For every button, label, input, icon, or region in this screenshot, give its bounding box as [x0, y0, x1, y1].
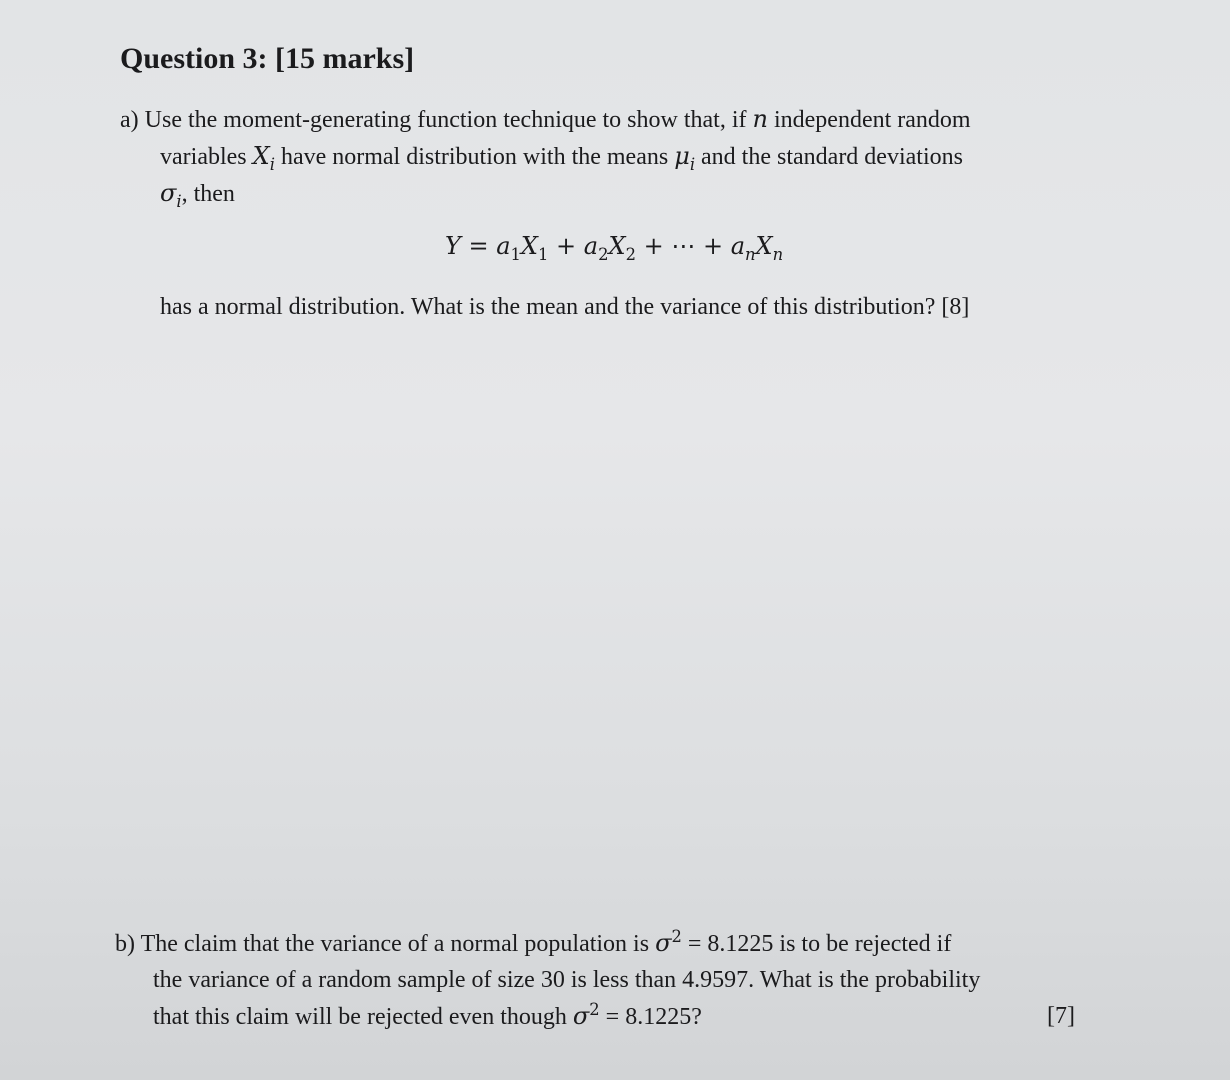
part-a — [120, 101, 1090, 212]
part-a-line-2: variables $X_i$ have normal distribution with the means $\mu_i$ and the standard deviations — [160, 142, 963, 174]
var-sigma-squared-2: $\sigma^2$ — [572, 1000, 600, 1030]
part-b-marks: [7] — [1047, 1003, 1075, 1029]
part-a-line-1: a) Use the moment-generating function technique to show that, if n independent random — [120, 105, 971, 133]
part-b-line-3: that this claim will be rejected even though $\sigma^2 = 8.1225$? [7] — [115, 998, 1085, 1035]
part-b-label: b) — [115, 931, 135, 957]
part-a-conclusion: has a normal distribution. What is the mean and the variance of this distribution? [8] — [160, 294, 970, 320]
question-heading: Question 3: [15 marks] — [120, 42, 415, 75]
var-x-i: $X_i$ — [252, 142, 275, 174]
var-sigma-squared: $\sigma^2$ — [655, 927, 682, 957]
var-n: n — [752, 105, 768, 133]
part-b-line-2: the variance of a random sample of size 30 is less than 4.9597. What is the probability — [153, 967, 981, 993]
linear-combination-equation: $Y = a_1X_1 + a_2X_2$ + ⋯ + $a_nX_n$ — [445, 232, 784, 264]
var-mu-i: $\mu_i$ — [674, 142, 696, 174]
var-sigma-i: $\sigma_i$ — [160, 179, 182, 211]
part-b — [115, 925, 1085, 1035]
part-b-line-1: b) The claim that the variance of a normal population is $\sigma^2 = 8.1225$ is to be rejected if — [115, 927, 952, 957]
part-a-line-3: $\sigma_i$, then — [160, 179, 235, 211]
part-a-label: a) — [120, 107, 139, 133]
